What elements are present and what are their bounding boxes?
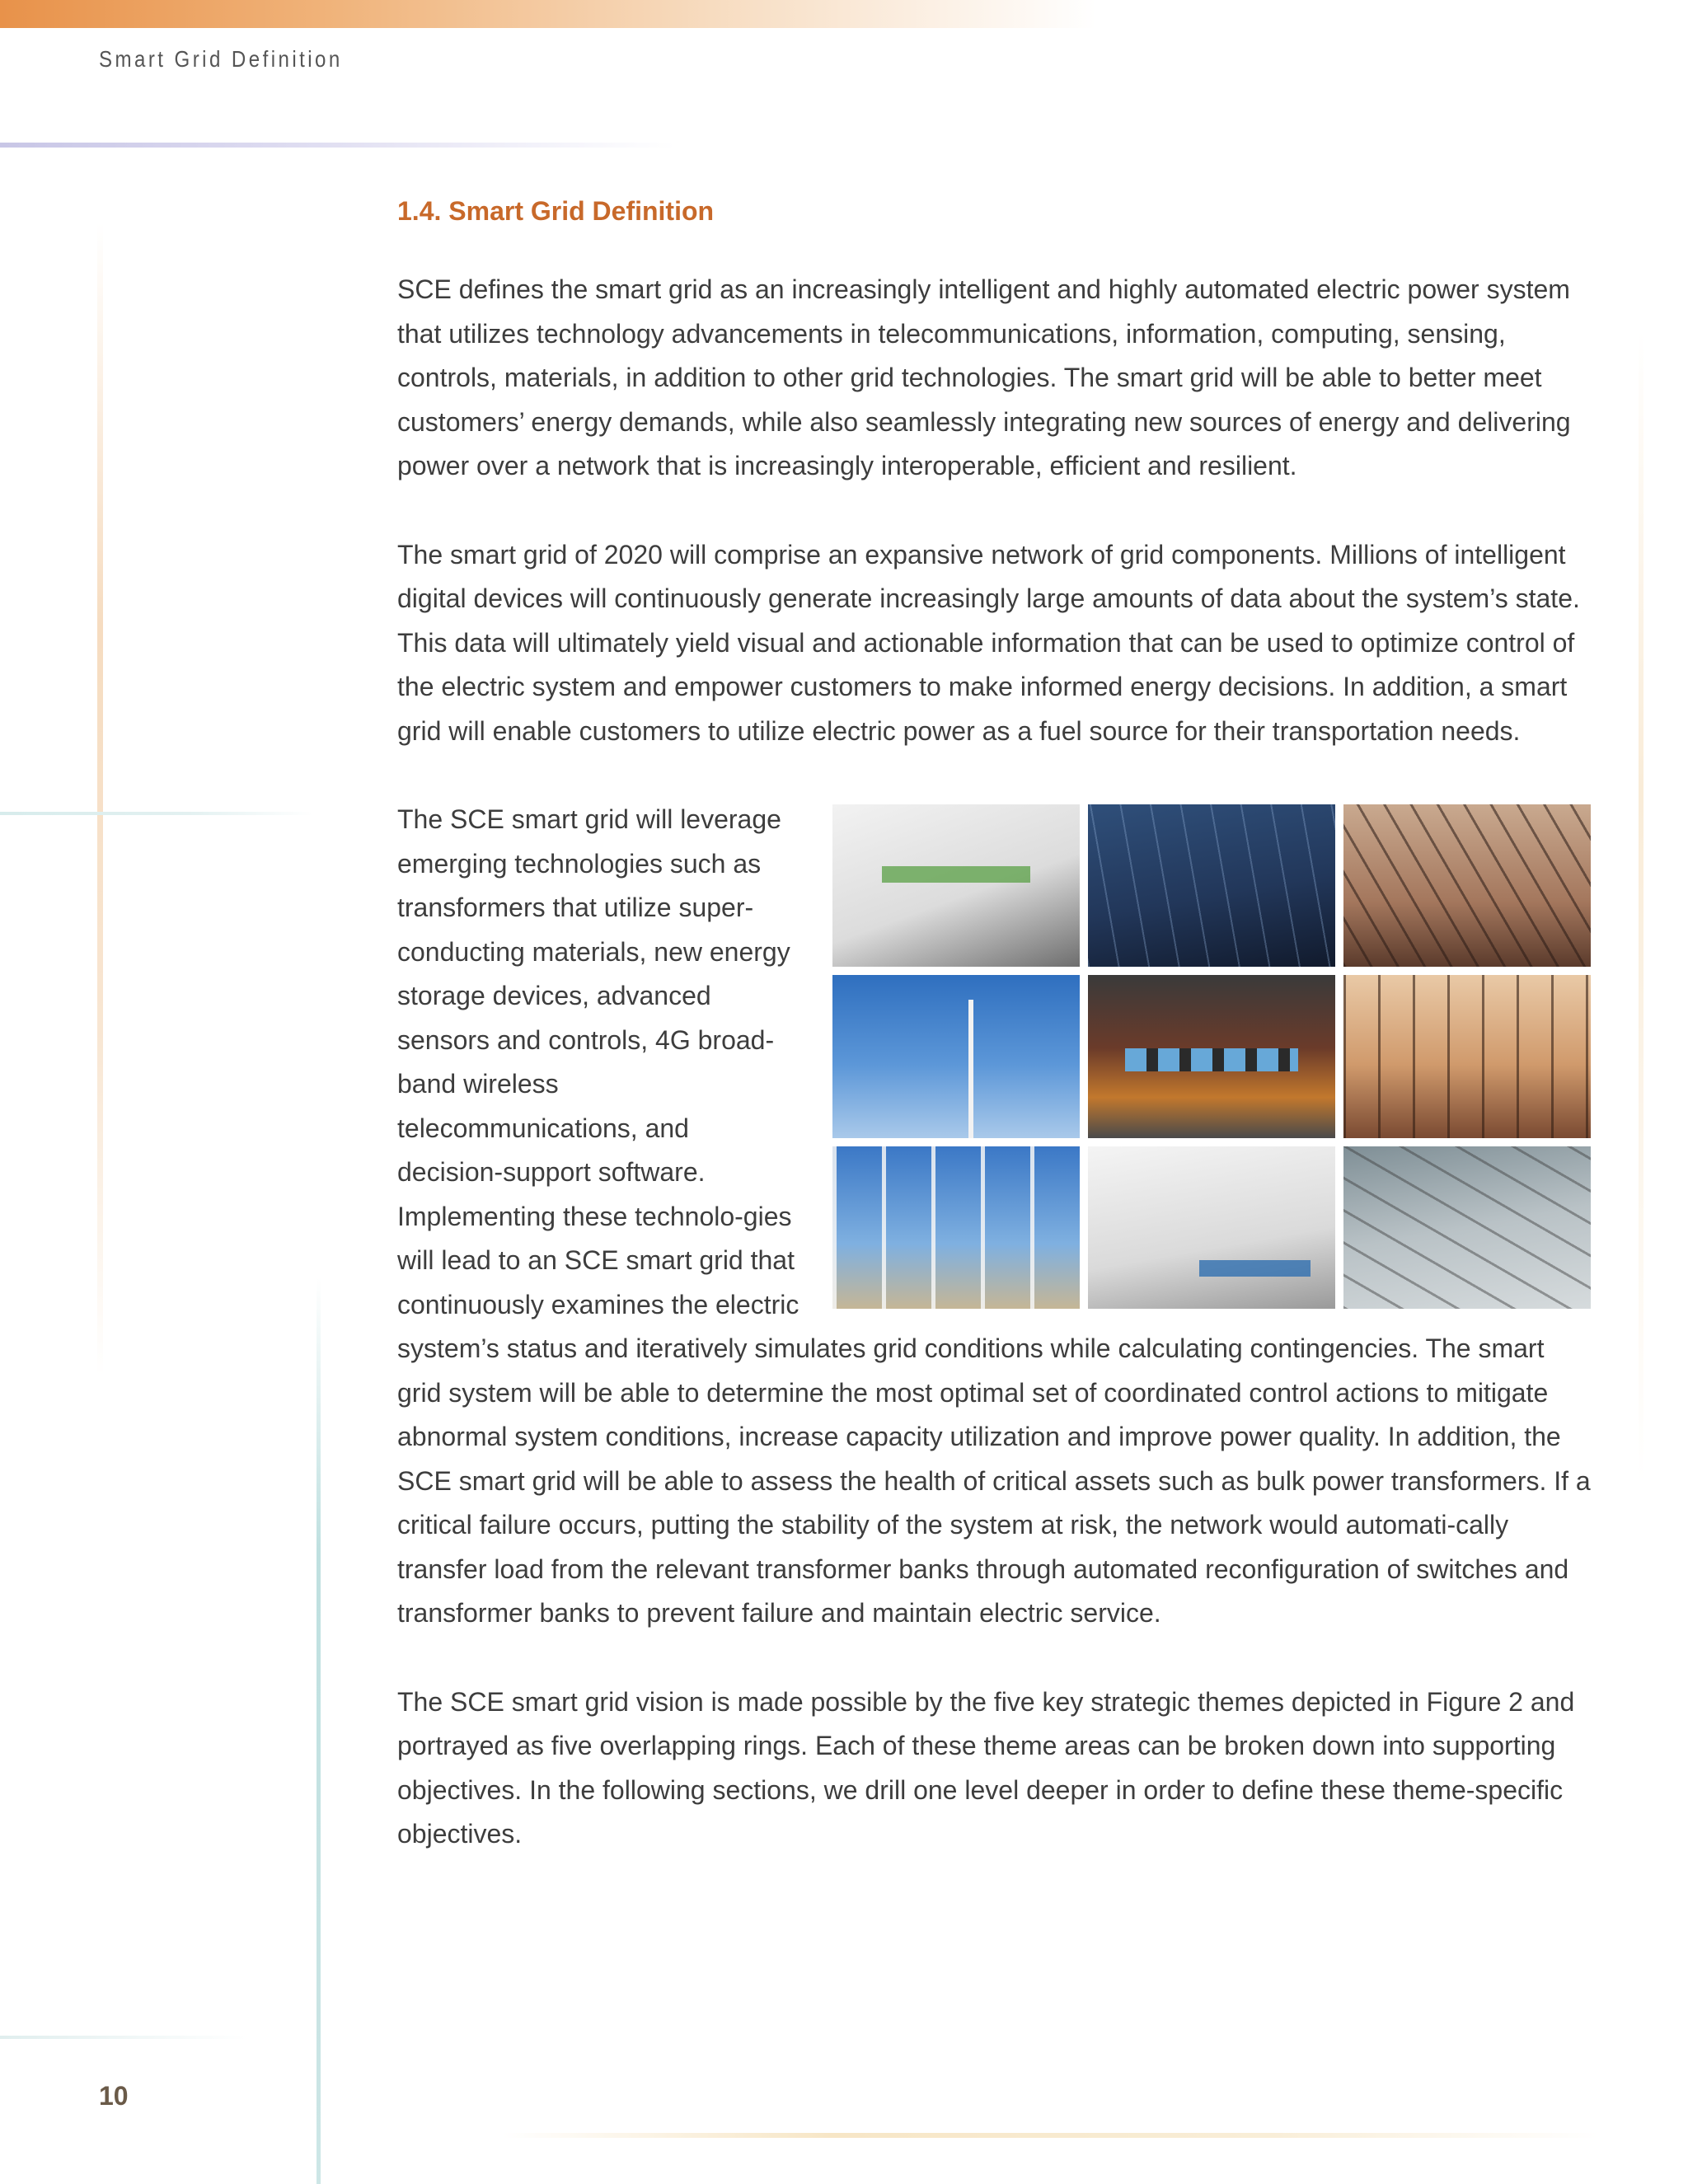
paragraph-strategic-themes: The SCE smart grid vision is made possible by the five key strategic themes depicted in Figure 2 and portrayed as five overlapping rings. Each of these theme areas can be broken down into supporting objectives. In the following sections, we drill one level deeper in order to define these theme-specific objectives. <box>397 1686 1575 1849</box>
wind-turbine-photo <box>832 975 1080 1137</box>
page-number: 10 <box>99 2081 129 2111</box>
top-accent-bar <box>0 0 1096 28</box>
hybrid-vehicle-photo <box>1088 1146 1335 1309</box>
solar-panels-photo <box>1088 804 1335 967</box>
wind-farm-photo <box>832 1146 1080 1309</box>
section-title: 1.4. Smart Grid Definition <box>397 196 715 226</box>
footer-rule <box>503 2133 1599 2138</box>
decorative-horizontal-line-bottom <box>0 2036 247 2039</box>
substation-sunset-photo <box>1343 975 1591 1137</box>
utility-truck-photo <box>832 804 1080 967</box>
decorative-vertical-line-left <box>97 223 103 1376</box>
technology-photo-mosaic <box>832 804 1591 1309</box>
decorative-horizontal-line <box>0 812 313 815</box>
main-content <box>397 190 1591 1901</box>
paragraph-smart-grid-2020: The smart grid of 2020 will comprise an expansive network of grid components. Millions of intelligent digital devices will continuously generate increasingly large amounts of data about the system’s state. This data will ultimately yield visual and actionable information that can be used to optimize control of the electric system and empower customers to make informed energy decisions. In addition, a smart grid will enable customers to utilize electric power as a fuel source for their transportation needs. <box>397 539 1580 746</box>
paragraph-emerging-technologies: The SCE smart grid will leverage emerging technologies such as transformers that utilize super-conducting materials, new energy storage devices, advanced sensors and controls, 4G broad-band wireless telecommunications, and decision-support software. Implementing these technolo-gies will lead to an SCE smart grid that continuously examines the electric system’s status and iteratively simulates grid conditions while calculating contingencies. The smart grid system will be able to determine the most optimal set of coordinated control actions to mitigate abnormal system conditions, increase capacity utilization and improve power quality. In addition, the SCE smart grid will be able to assess the health of critical assets such as bulk power transformers. If a critical failure occurs, putting the stability of the system at risk, the network would automati-cally transfer load from the relevant transformer banks through automated reconfiguration of switches and transformer banks to prevent failure and maintain electric service. <box>397 804 1591 1628</box>
substation-equipment-photo <box>1343 1146 1591 1309</box>
decorative-vertical-line-margin <box>316 1277 321 2184</box>
control-room-photo <box>1088 975 1335 1137</box>
transmission-tower-photo <box>1343 804 1591 967</box>
decorative-vertical-line-right <box>1639 330 1643 1483</box>
running-header: Smart Grid Definition <box>99 46 343 72</box>
header-rule <box>0 143 676 148</box>
paragraph-definition: SCE defines the smart grid as an increasingly intelligent and highly automated electric power system that utilizes technology advancements in telecommunications, information, computing, sensing, controls, materials, in addition to other grid technologies. The smart grid will be able to better meet customers’ energy demands, while also seamlessly integrating new sources of energy and delivering power over a network that is increasingly interoperable, efficient and resilient. <box>397 274 1571 480</box>
